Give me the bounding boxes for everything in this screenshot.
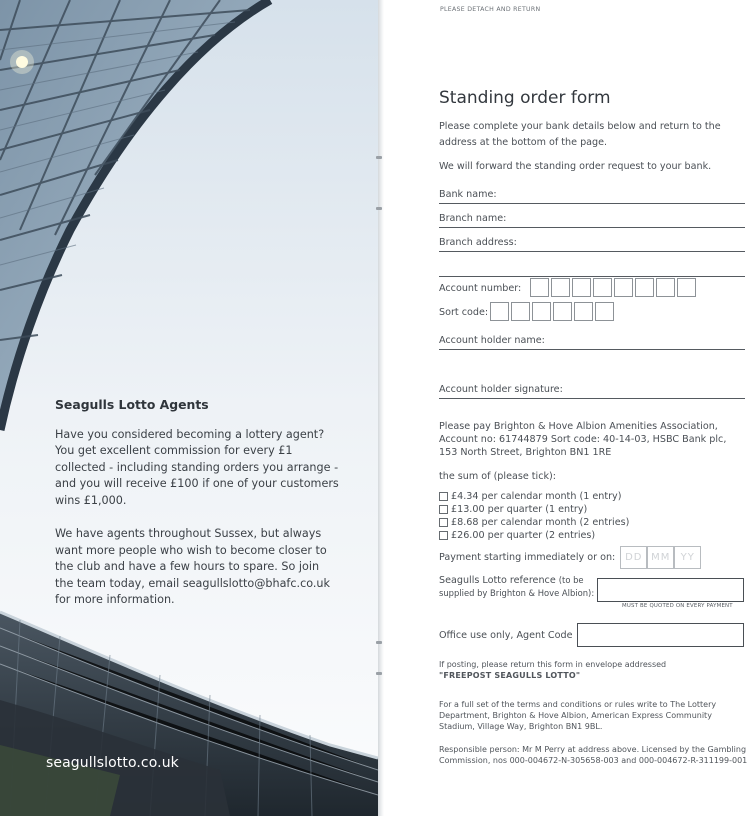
branch-address-label: Branch address: [439,237,517,248]
account-holder-name-field[interactable] [439,333,745,350]
reference-input[interactable] [597,578,744,602]
digit-box[interactable] [614,278,633,297]
digit-box[interactable] [656,278,675,297]
agents-paragraph-1: Have you considered becoming a lottery agent? You get excellent commission for every £1 collected - including standing orders you arrange - and you will receive £100 if one of your customers wins £1,000. [55,427,339,507]
digit-box[interactable] [677,278,696,297]
agents-paragraph-2: We have agents throughout Sussex, but always want more people who wish to become closer to the club and have a few hours to spare. So join the team today, email seagullslotto@bhafc.co.uk for more information. [55,527,331,606]
binding-staple [376,207,382,210]
digit-box[interactable] [532,302,551,321]
branch-address-field[interactable] [439,235,745,252]
branch-address-line-2[interactable] [439,260,745,277]
digit-box[interactable] [553,302,572,321]
option-3[interactable] [439,516,629,528]
option-label: £8.68 per calendar month (2 entries) [451,516,630,528]
option-4[interactable] [439,529,595,541]
checkbox[interactable] [439,505,448,514]
account-holder-signature-field[interactable] [439,382,745,399]
digit-box[interactable] [551,278,570,297]
form-title: Standing order form [439,88,611,108]
year-box[interactable]: YY [674,546,701,569]
posting-note: If posting, please return this form in envelope addressed [439,660,667,669]
account-holder-signature-label: Account holder signature: [439,384,563,395]
account-holder-name-label: Account holder name: [439,335,545,346]
responsible-note: Responsible person: Mr M Perry at address above. Licensed by the Gambling Commission, nos 000-004672-N-305658-003 and 000-004672-R-311199-001 [439,745,748,765]
checkbox[interactable] [439,531,448,540]
binding-staple [376,672,382,675]
office-use-label: Office use only, Agent Code [439,630,573,641]
reference-sub-2: supplied by Brighton & Hove Albion): [439,588,595,598]
day-box[interactable]: DD [620,546,647,569]
terms-note: For a full set of the terms and conditions or rules write to The Lottery Department, Brighton & Hove Albion, American Express Community Stadium, Village Way, Brighton BN1 9BL. [439,700,717,731]
sort-code-boxes[interactable] [490,302,614,321]
option-1[interactable] [439,490,621,502]
reference-label-block [439,574,594,600]
account-number-boxes[interactable] [530,278,696,297]
checkbox[interactable] [439,518,448,527]
sort-code-label: Sort code: [439,307,489,318]
pay-instruction: Please pay Brighton & Hove Albion Amenities Association, Account no: 61744879 Sort code: 40-14-03, HSBC Bank plc, 153 North Street, Brighton BN1 1RE [439,421,727,458]
option-label: £4.34 per calendar month (1 entry) [451,490,622,502]
detach-note: PLEASE DETACH AND RETURN [440,6,541,13]
account-number-label: Account number: [439,283,522,294]
digit-box[interactable] [635,278,654,297]
agent-code-input[interactable] [577,623,744,647]
reference-label: Seagulls Lotto reference [439,575,556,586]
reference-note: MUST BE QUOTED ON EVERY PAYMENT [622,603,733,609]
digit-box[interactable] [595,302,614,321]
agents-heading: Seagulls Lotto Agents [55,397,209,412]
digit-box[interactable] [574,302,593,321]
forward-note: We will forward the standing order request to your bank. [439,161,712,172]
digit-box[interactable] [572,278,591,297]
freepost-address: "FREEPOST SEAGULLS LOTTO" [439,671,581,680]
bank-name-field[interactable] [439,187,745,204]
binding-staple [376,641,382,644]
branch-name-field[interactable] [439,211,745,228]
binding-staple [376,156,382,159]
standing-order-form-page [384,0,756,816]
reference-sub-1: (to be [558,575,584,585]
form-intro: Please complete your bank details below and return to the address at the bottom of the page. [439,121,721,148]
checkbox[interactable] [439,492,448,501]
bank-name-label: Bank name: [439,189,497,200]
digit-box[interactable] [593,278,612,297]
payment-start-label: Payment starting immediately or on: [439,552,616,563]
digit-box[interactable] [511,302,530,321]
website-url[interactable]: seagullslotto.co.uk [46,755,179,771]
option-label: £13.00 per quarter (1 entry) [451,503,588,515]
sum-label: the sum of (please tick): [439,471,557,482]
digit-box[interactable] [530,278,549,297]
month-box[interactable]: MM [647,546,674,569]
branch-name-label: Branch name: [439,213,507,224]
option-label: £26.00 per quarter (2 entries) [451,529,596,541]
option-2[interactable] [439,503,587,515]
agents-section [55,397,340,626]
digit-box[interactable] [490,302,509,321]
payment-start-row [439,546,701,569]
